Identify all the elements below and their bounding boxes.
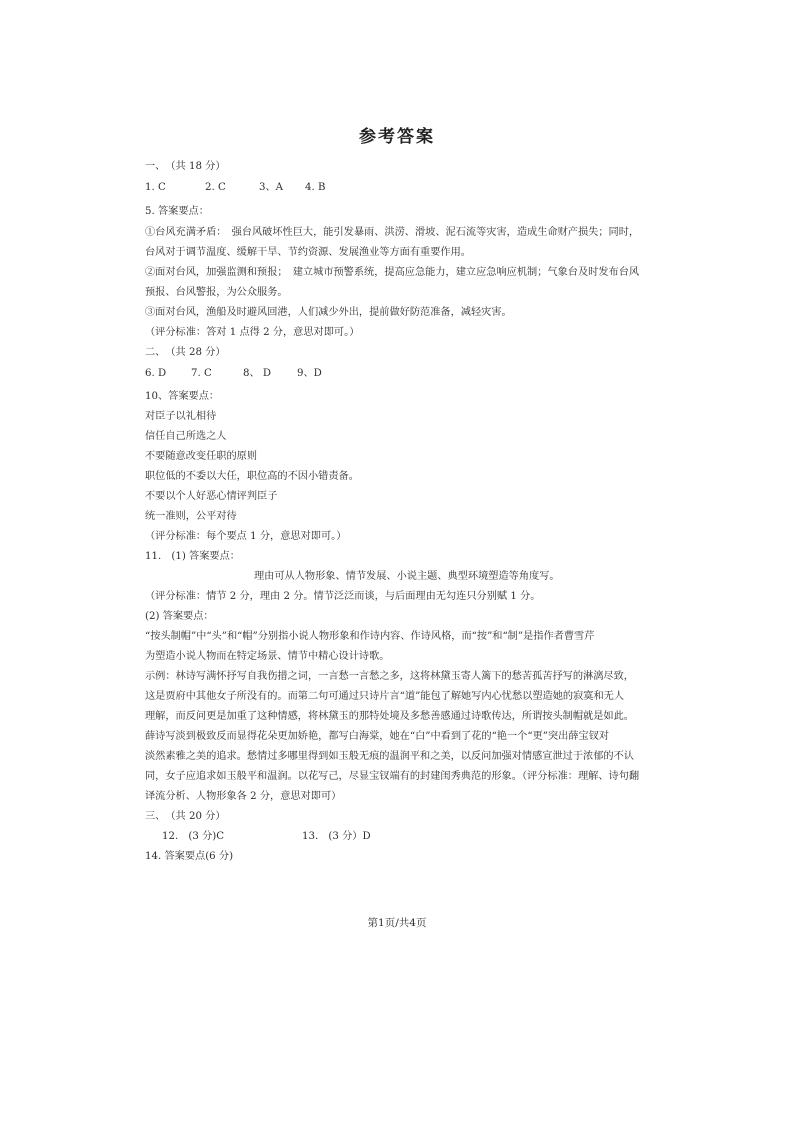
- q11-2-line: 这是贾府中其他女子所没有的。而第二句可通过只诗片言“道”能包了解她写内心忧愁以塑造她的寂寞和无人: [145, 691, 625, 702]
- q11-1-text: 理由可从人物形象、情节发展、小说主题、典型环境塑造等角度写。: [254, 571, 560, 582]
- section-3-answers: [162, 830, 682, 844]
- q5-line: 台风对于调节温度、缓解干旱、节约资源、发展渔业等方面有重要作用。: [145, 247, 471, 258]
- section-1-heading: 一、 （共 18 分）: [145, 161, 226, 172]
- section-3-heading: 三、 （共 20 分）: [145, 811, 226, 822]
- q5-line: ②面对台风，加强监测和预报； 建立城市预警系统，提高应急能力，建立应急响应机制；气象台及时发布台风: [145, 267, 640, 278]
- answer-7: 7. C: [191, 368, 212, 379]
- section-1-answers: [145, 181, 665, 195]
- q5-line: ①台风充满矛盾： 强台风破坏性巨大，能引发暴雨、洪涝、滑坡、泥石流等灾害，造成生命财产损失；同时，: [145, 227, 640, 238]
- q11-1-standard: （评分标准：情节 2 分，理由 2 分。情节泛泛而谈，与后面理由无勾连只分别赋 1 分。: [145, 591, 541, 602]
- q11-2-line: 理解，而反问更是加重了这种情感，将林黛玉的那特处境及多愁善感通过诗歌传达，所谓按头制帽就是如此。: [145, 711, 634, 722]
- q5-standard: （评分标准：答对 1 点得 2 分，意思对即可。）: [145, 327, 360, 338]
- answer-3: 3、A: [259, 182, 284, 193]
- answer-6: 6. D: [145, 368, 167, 379]
- q10-line: 统一准则，公平对待: [145, 511, 237, 522]
- q11-2-line: 为塑造小说人物而在特定场景、情节中精心设计诗歌。: [145, 651, 390, 662]
- q14-label: 14. 答案要点(6 分): [145, 851, 234, 862]
- q11-2-line: 薛诗写淡到极致反而显得花朵更加娇艳，都写白海棠，她在“白”中看到了花的“艳一个“更”突出薛宝钗对: [145, 731, 610, 742]
- q10-line: 信任自己所选之人: [145, 431, 227, 442]
- answer-8: 8、 D: [243, 368, 272, 379]
- answer-1: 1. C: [145, 182, 166, 193]
- q10-label: 10、答案要点：: [145, 391, 220, 402]
- q10-line: 不要以个人好恶心情评判臣子: [145, 491, 278, 502]
- answer-9: 9、D: [297, 368, 322, 379]
- q10-standard: （评分标准：每个要点 1 分，意思对即可。）: [145, 531, 347, 542]
- q10-line: 不要随意改变任职的原则: [145, 451, 258, 462]
- answer-2: 2. C: [205, 182, 226, 193]
- q11-2-line: “按头制帽”中“头”和“帽”分别指小说人物形象和作诗内容、作诗风格，而“按”和“制”是指作者曹雪芹: [145, 631, 595, 642]
- answer-4: 4. B: [305, 182, 326, 193]
- section-2-answers: [145, 367, 665, 381]
- q10-line: 职位低的不委以大任，职位高的不因小错责备。: [145, 471, 359, 482]
- q11-2-label: (2) 答案要点：: [145, 611, 214, 622]
- q11-2-line: 示例：林诗写满怀抒写自我伤措之词，一言愁一言愁之多，这将林黛玉寄人篱下的愁苦孤苦抒写的淋漓尽致，: [145, 671, 634, 682]
- answer-12: 12. (3 分)C: [162, 831, 225, 842]
- q11-label: 11. (1) 答案要点：: [145, 551, 240, 562]
- answer-13: 13. (3 分）D: [302, 831, 371, 842]
- section-2-heading: 二、 （共 28 分）: [145, 347, 226, 358]
- q11-2-line: 译流分析、人物形象各 2 分，意思对即可）: [145, 791, 342, 802]
- q11-2-line: 淡然素雅之美的追求。愁情过多哪里得到如玉般无痕的温润平和之美，以反问加强对情感宣泄过于浓郁的不认: [145, 751, 634, 762]
- q11-2-line: 同，女子应追求如玉般平和温润。以花写己，尽显宝钗端有的封建闺秀典范的形象。（评分标准：理解、诗句翻: [145, 771, 640, 782]
- q10-line: 对臣子以礼相待: [145, 411, 217, 422]
- q5-label: 5. 答案要点：: [145, 206, 209, 217]
- q5-line: ③面对台风，渔船及时避风回港，人们减少外出，提前做好防范准备，减轻灾害。: [145, 307, 512, 318]
- page-footer: 第1页/共4页: [367, 917, 427, 929]
- q5-line: 预报、台风警报，为公众服务。: [145, 287, 288, 298]
- page-title: 参考答案: [359, 127, 435, 147]
